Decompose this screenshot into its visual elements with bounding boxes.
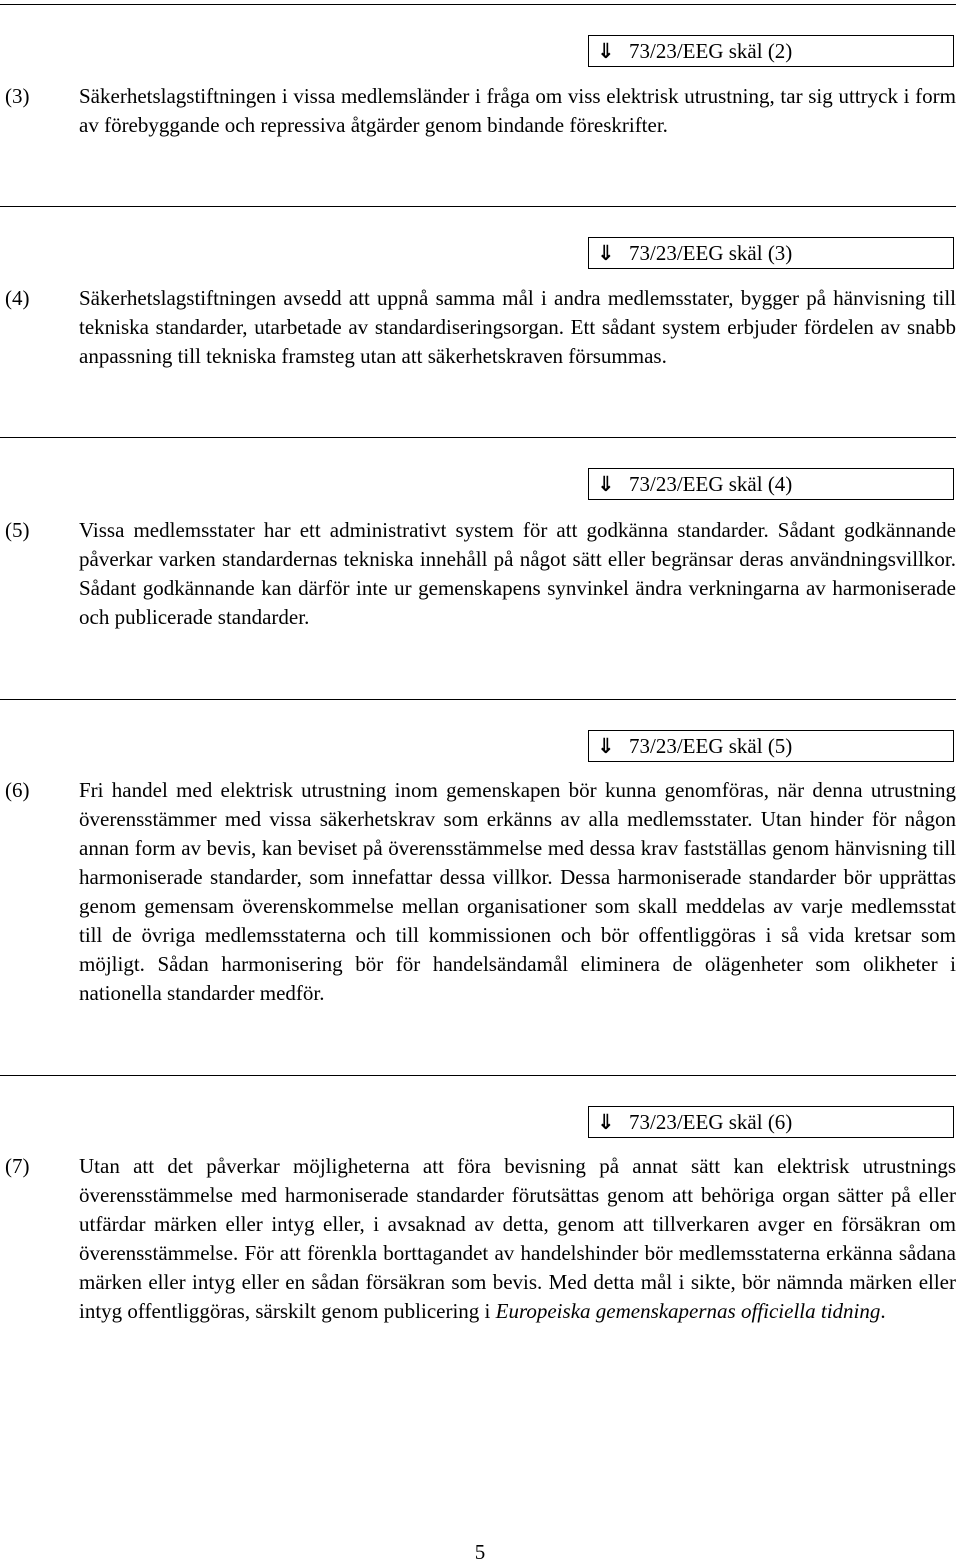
recital-text: Säkerhetslagstiftningen avsedd att uppnå samma mål i andra medlemsstater, bygger på hänvisning till tekniska standarder, utarbetade av standardiseringsorgan. Ett sådant system erbjuder fördelen av snabb anpassning till tekniska framsteg utan att säkerhetskraven försummas. [79,286,956,368]
section-divider [0,1075,956,1076]
journal-title: Europeiska gemenskapernas officiella tidning [495,1299,881,1323]
arrow-down-icon: ⇓ [597,1110,615,1134]
page-number: 5 [474,1540,486,1564]
reference-box [588,730,954,762]
recital-text-end: . [880,1299,886,1323]
reference-label: 73/23/EEG skäl (4) [629,472,793,496]
recital-text-main: Utan att det påverkar möjligheterna att föra bevisning på annat sätt kan elektrisk utrustnings överensstämmelse med harmoniserade standarder förutsättas genom att behöriga organ sätter på eller utfärdar märken eller intyg eller, i avsaknad av detta, genom att tillverkaren avger en försäkran om överensstämmelse. För att förenkla borttagandet av handelshinder bör medlemsstaterna erkänna sådana märken eller intyg eller en sådan försäkran som bevis. Med detta mål i sikte, bör nämnda märken eller intyg offentliggöras, särskilt genom publicering i [79,1154,956,1323]
recital-number: (3) [5,84,30,108]
recital-number: (7) [5,1154,30,1178]
recital-number: (6) [5,778,30,802]
arrow-down-icon: ⇓ [597,472,615,496]
section-divider [0,4,956,5]
reference-label: 73/23/EEG skäl (6) [629,1110,793,1134]
arrow-down-icon: ⇓ [597,734,615,758]
arrow-down-icon: ⇓ [597,241,615,265]
reference-label: 73/23/EEG skäl (2) [629,39,793,63]
reference-label: 73/23/EEG skäl (3) [629,241,793,265]
arrow-down-icon: ⇓ [597,39,615,63]
section-divider [0,206,956,207]
recital-text: Fri handel med elektrisk utrustning inom gemenskapen bör kunna genomföras, när denna utrustning överensstämmer med vissa säkerhetskrav som erkänns av alla medlemsstater. Utan hinder för någon annan form av bevis, kan beviset på överensstämmelse med dessa krav fastställas genom hänvisning till harmoniserade standarder, som innefattar dessa villkor. Dessa harmoniserade standarder bör upprättas genom gemensam överenskommelse mellan organisationer som skall meddelas av varje medlemsstat till de övriga medlemsstaterna och till kommissionen och bör offentliggöras i så vida kretsar som möjligt. Sådan harmonisering bör för handelsändamål eliminera de olägenheter som olikheter i nationella standarder medför. [79,778,956,1005]
reference-label: 73/23/EEG skäl (5) [629,734,793,758]
recital-text: Säkerhetslagstiftningen i vissa medlemsländer i fråga om viss elektrisk utrustning, tar sig uttryck i form av förebyggande och repressiva åtgärder genom bindande föreskrifter. [79,84,956,137]
section-divider [0,699,956,700]
section-divider [0,437,956,438]
reference-box [588,35,954,67]
reference-box [588,237,954,269]
reference-box [588,468,954,500]
reference-box [588,1106,954,1138]
recital-text: Vissa medlemsstater har ett administrativt system för att godkänna standarder. Sådant godkännande påverkar varken standardernas tekniska innehåll på något sätt eller begränsar deras användningsvillkor. Sådant godkännande kan därför inte ur gemenskapens synvinkel ändra verkningarna av harmoniserade och publicerade standarder. [79,518,956,629]
recital-number: (4) [5,286,30,310]
recital-text [79,1152,956,1326]
recital-number: (5) [5,518,30,542]
